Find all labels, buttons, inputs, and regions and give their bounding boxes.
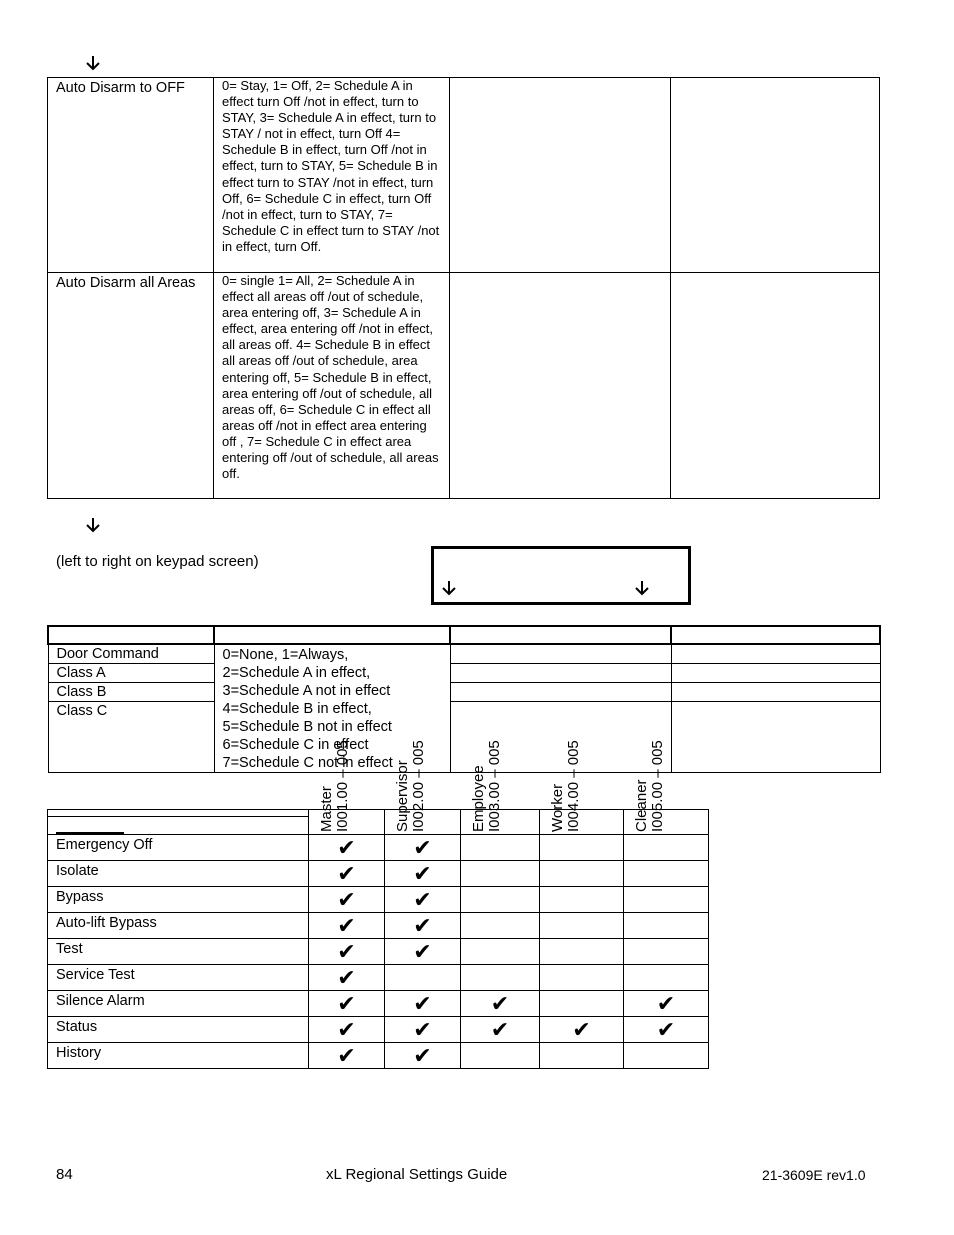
permission-label: Auto-lift Bypass (48, 913, 309, 939)
empty-cell (624, 965, 709, 991)
empty-cell (461, 913, 540, 939)
row-label: Class A (48, 664, 214, 683)
option-line: 6=Schedule C in effect (222, 737, 369, 753)
option-line: 2=Schedule A in effect, (222, 665, 371, 681)
checkmark-icon: ✔ (385, 861, 461, 887)
table-header-row (48, 810, 709, 835)
empty-cell (624, 1043, 709, 1069)
checkmark-icon: ✔ (309, 1043, 385, 1069)
empty-cell (450, 273, 671, 499)
empty-cell (540, 1043, 624, 1069)
checkmark-icon: ✔ (624, 991, 709, 1017)
empty-cell (461, 835, 540, 861)
permission-label: Bypass (48, 887, 309, 913)
checkmark-icon: ✔ (309, 965, 385, 991)
down-arrow-icon (86, 517, 100, 536)
empty-cell (540, 913, 624, 939)
keypad-note: (left to right on keypad screen) (56, 553, 259, 570)
down-arrow-icon (442, 580, 456, 599)
table-row (48, 702, 880, 773)
door-command-table (47, 625, 881, 773)
checkmark-icon: ✔ (540, 1017, 624, 1043)
row-label: Auto Disarm to OFF (48, 78, 214, 273)
table-row (48, 887, 709, 913)
table-row (48, 861, 709, 887)
option-line: 7=Schedule C not in effect (222, 755, 393, 771)
row-label: Class B (48, 683, 214, 702)
table-row (48, 683, 880, 702)
table-row (48, 644, 880, 664)
checkmark-icon: ✔ (385, 1017, 461, 1043)
table-header-row (48, 626, 880, 644)
down-arrow-icon (635, 580, 649, 599)
keypad-screen-box (431, 546, 691, 605)
footer-title: xL Regional Settings Guide (326, 1166, 508, 1183)
row-options: 0= single 1= All, 2= Schedule A in effect all areas off /out of schedule, area entering off, 3= Schedule A in effect, area entering off /not in effect, all areas off. 4= Schedule B in effect all areas off /out of schedule, area entering off, 5= Schedule B in effect, area entering off /out of schedule, all areas off, 6= Schedule C in effect all areas off /not in effect area entering off , 7= Schedule C in effect area entering off /out of schedule, all areas off. (214, 273, 450, 499)
permission-label: Isolate (48, 861, 309, 887)
checkmark-icon: ✔ (309, 1017, 385, 1043)
empty-cell (461, 965, 540, 991)
option-line: 0=None, 1=Always, (222, 647, 349, 663)
permission-label: Silence Alarm (48, 991, 309, 1017)
table-row (48, 913, 709, 939)
empty-cell (624, 913, 709, 939)
column-header-supervisor: Supervisor I002.00 – 005 (385, 810, 461, 835)
checkmark-icon: ✔ (624, 1017, 709, 1043)
empty-cell (624, 861, 709, 887)
option-line: 5=Schedule B not in effect (222, 719, 392, 735)
row-options: 0= Stay, 1= Off, 2= Schedule A in effect turn Off /not in effect, turn to STAY, 3= Schedule A in effect, turn to STAY / not in effect, turn Off 4= Schedule B in effect, turn Off /not in effect, turn to STAY, 5= Schedule B in effect turn to STAY /not in effect, turn Off, 6= Schedule C in effect, turn Off /not in effect, turn to STAY, 7= Schedule C in effect turn to STAY /not in effect, turn Off. (214, 78, 450, 273)
empty-cell (385, 965, 461, 991)
checkmark-icon: ✔ (309, 913, 385, 939)
table-row (48, 273, 880, 499)
empty-cell (461, 939, 540, 965)
option-line: 3=Schedule A not in effect (222, 683, 391, 699)
empty-cell (624, 939, 709, 965)
column-header-master: Master I001.00 – 005 (309, 810, 385, 835)
down-arrow-icon (86, 55, 100, 74)
row-label: Class C (48, 702, 214, 773)
checkmark-icon: ✔ (385, 887, 461, 913)
table-row (48, 1043, 709, 1069)
empty-cell (461, 1043, 540, 1069)
permission-label: Test (48, 939, 309, 965)
row-label: Door Command (48, 644, 214, 664)
permission-label: History (48, 1043, 309, 1069)
checkmark-icon: ✔ (385, 835, 461, 861)
option-line: 4=Schedule B in effect, (222, 701, 372, 717)
empty-cell (540, 965, 624, 991)
table-row (48, 1017, 709, 1043)
table-row (48, 835, 709, 861)
checkmark-icon: ✔ (385, 939, 461, 965)
auto-disarm-table (47, 77, 880, 499)
column-header-cleaner: Cleaner I005.00 – 005 (624, 810, 709, 835)
empty-cell (461, 861, 540, 887)
empty-cell (624, 887, 709, 913)
checkmark-icon: ✔ (309, 835, 385, 861)
empty-cell (671, 273, 880, 499)
permission-label: Status (48, 1017, 309, 1043)
empty-cell (461, 887, 540, 913)
empty-cell (540, 835, 624, 861)
checkmark-icon: ✔ (385, 1043, 461, 1069)
checkmark-icon: ✔ (461, 991, 540, 1017)
document-id: 21-3609E rev1.0 (762, 1167, 866, 1183)
column-header-employee: Employee I003.00 – 005 (461, 810, 540, 835)
table-row (48, 78, 880, 273)
row-label: Auto Disarm all Areas (48, 273, 214, 499)
table-row (48, 939, 709, 965)
checkmark-icon: ✔ (309, 991, 385, 1017)
checkmark-icon: ✔ (309, 887, 385, 913)
empty-cell (540, 991, 624, 1017)
checkmark-icon: ✔ (461, 1017, 540, 1043)
page-number: 84 (56, 1166, 73, 1183)
empty-cell (450, 78, 671, 273)
permission-label: Emergency Off (48, 835, 309, 861)
checkmark-icon: ✔ (385, 913, 461, 939)
empty-cell (540, 887, 624, 913)
column-header-worker: Worker I004.00 – 005 (540, 810, 624, 835)
checkmark-icon: ✔ (385, 991, 461, 1017)
table-row (48, 965, 709, 991)
table-row (48, 991, 709, 1017)
checkmark-icon: ✔ (309, 939, 385, 965)
empty-cell (671, 78, 880, 273)
header-corner (48, 810, 309, 835)
table-row (48, 664, 880, 683)
permission-label: Service Test (48, 965, 309, 991)
empty-cell (624, 835, 709, 861)
checkmark-icon: ✔ (309, 861, 385, 887)
empty-cell (540, 939, 624, 965)
empty-cell (540, 861, 624, 887)
